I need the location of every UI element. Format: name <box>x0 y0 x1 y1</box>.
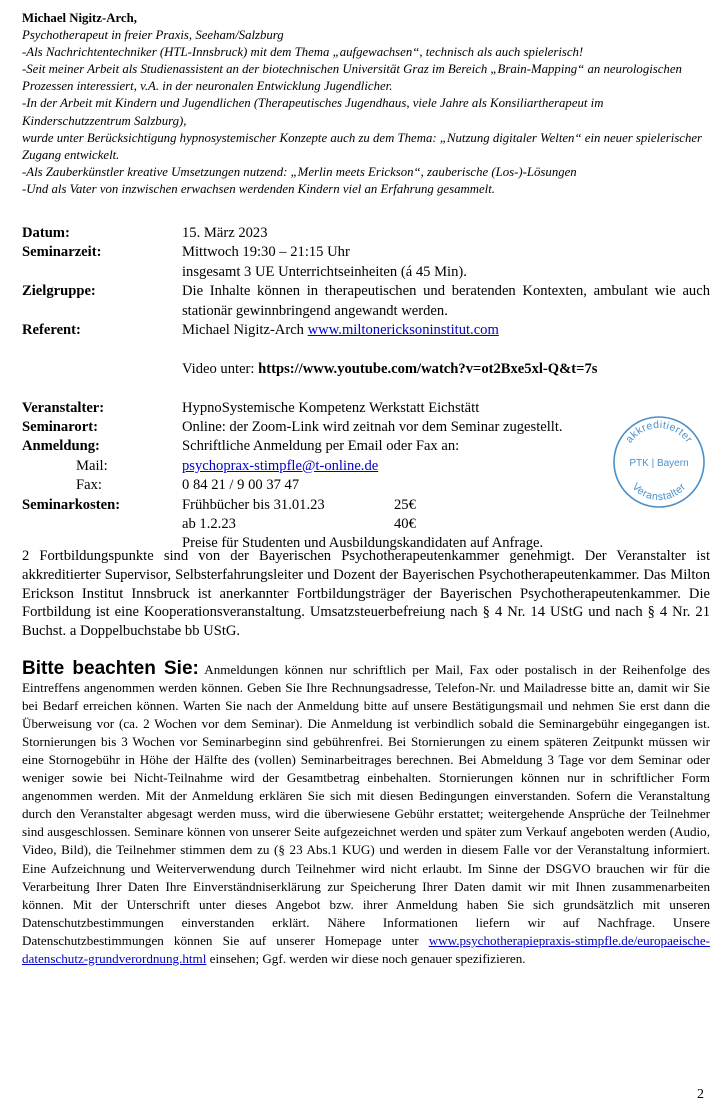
row-fax <box>22 476 710 495</box>
label-mail: Mail: <box>76 457 108 474</box>
row-veranstalter <box>22 399 710 418</box>
row-referent <box>22 321 710 379</box>
cost-early-text: Frühbücher bis 31.01.23 <box>182 496 325 513</box>
value-seminarort: Online: der Zoom-Link wird zeitnah vor dem Seminar zugestellt. <box>182 419 563 436</box>
bio-section <box>22 10 710 198</box>
label-seminarort: Seminarort: <box>22 419 98 436</box>
seal-top-text: akkreditierter <box>623 418 695 446</box>
label-veranstalter: Veranstalter: <box>22 399 105 416</box>
seal-ptk: PTK <box>629 458 649 469</box>
row-seminarkosten <box>22 496 710 554</box>
bio-line: -Als Nachrichtentechniker (HTL-Innsbruck) mit dem Thema „aufgewachsen“, technisch als auch spielerisch! <box>22 45 584 60</box>
referent-website-link[interactable]: www.miltonericksoninstitut.com <box>307 322 499 339</box>
notice-paragraph <box>22 660 710 968</box>
bio-line: -In der Arbeit mit Kindern und Jugendlichen (Therapeutisches Jugendhaus, viele Jahre als Konsiliartherapeut im Kinderschutzzentrum Salzburg), <box>22 96 604 128</box>
referent-name: Michael Nigitz-Arch <box>182 322 304 339</box>
value-veranstalter: HypnoSystemische Kompetenz Werkstatt Eichstätt <box>182 399 480 416</box>
label-anmeldung: Anmeldung: <box>22 438 100 455</box>
label-datum: Datum: <box>22 225 70 241</box>
svg-text:PTK | Bayern: PTK | Bayern <box>629 458 689 469</box>
label-zielgruppe: Zielgruppe: <box>22 283 96 300</box>
label-seminarzeit: Seminarzeit: <box>22 244 102 261</box>
mail-link[interactable]: psychoprax-stimpfle@t-online.de <box>182 457 379 474</box>
bio-line: Psychotherapeut in freier Praxis, Seeham/Salzburg <box>22 28 284 43</box>
fortbildung-paragraph: 2 Fortbildungspunkte sind von der Bayerischen Psychotherapeutenkammer genehmigt. Der Veranstalter ist akkreditierter Supervisor, Selbsterfahrungsleiter und Dozent der Bayerischen Psychotherapeutenkammer. Das Milton Erickson Institut Innsbruck ist anerkannter Fortbildungsträger der Bayerischen Psychotherapeutenkammer. Die Fortbildung ist eine Kooperationsveranstaltung. Umsatzsteuerbefreiung nach § 4 Nr. 14 UStG und nach § 4 Nr. 21 Buchst. a Doppelbuchstabe bb UStG. <box>22 548 710 640</box>
video-url: https://www.youtube.com/watch?v=ot2Bxe5xl-Q&t=7s <box>258 360 598 377</box>
video-prefix: Video unter: <box>182 360 259 377</box>
label-seminarkosten: Seminarkosten: <box>22 496 121 513</box>
value-anmeldung: Schriftliche Anmeldung per Email oder Fax an: <box>182 438 460 455</box>
speaker-name: Michael Nigitz-Arch, <box>22 11 137 25</box>
cost-regular-price: 40€ <box>394 516 416 533</box>
value-unterrichtseinheiten: insgesamt 3 UE Unterrichtseinheiten (á 45 Min). <box>182 263 467 280</box>
value-zielgruppe: Die Inhalte können in therapeutischen und beratenden Kontexten, ambulant wie auch stationär gewinnbringend angewandt werden. <box>182 283 710 319</box>
page-number: 2 <box>697 1087 704 1102</box>
value-datum: 15. März 2023 <box>182 225 268 241</box>
bio-line: wurde unter Berücksichtigung hypnosystemischer Konzepte auch zu dem Thema: „Nutzung digitaler Welten“ ein neuer spielerischer Zugang entwickelt. <box>22 130 703 162</box>
seal-bottom-text: Veranstalter <box>629 480 689 504</box>
privacy-policy-link[interactable]: www.psychotherapiepraxis-stimpfle.de/europaeische-datenschutz-grundverordnung.html <box>22 932 710 966</box>
row-seminarzeit <box>22 243 710 282</box>
notice-body: Anmeldungen können nur schriftlich per Mail, Fax oder postalisch in der Reihenfolge des Eintreffens angenommen werden können. Geben Sie Ihre Rechnungsadresse, Telefon-Nr. und Mailadresse bitte an, damit wir Sie bei Bedarf erreichen können. Warten Sie nach der Anmeldung bitte auf unsere Bestätigungsmail und nehmen Sie erst dann die Überweisung vor (ca. 2 Wochen vor dem Seminar). Die Anmeldung ist verbindlich sobald die Seminargebühr eingegangen ist. Stornierungen bis 3 Wochen vor Seminarbeginn sind gebührenfrei. Bei Stornierungen zu einem späteren Zeitpunkt müssen wir eine Stornogebühr in Höhe der Hälfte des (vollen) Seminarbeitrages berechnen. Bei Abmeldung 3 Tage vor dem Seminar oder weniger sowie bei Nicht-Teilnahme wird der Gesamtbetrag einbehalten. Stornierungen können nur in schriftlicher Form angenommen werden. Mit der Anmeldung erklären Sie sich mit diesen Bedingungen einverstanden. Sofern die Veranstaltung durch den Veranstalter abgesagt werden muss, wird die überwiesene Gebühr erstattet; weitergehende Ansprüche der Teilnehmer sind ausgeschlossen. Seminare können von unserer Seite aufgezeichnet werden und später zum Verkauf angeboten werden (Audio, Video, Bild), die Teilnehmer stimmen dem zu (§ 23 Abs.1 KUG) und werden in diesem Falle vor der Veranstaltung informiert. Eine Aufzeichnung und Weiterverwendung durch Teilnehmer wird nicht erlaubt. Im Sinne der DSGVO brauchen wir für die Verarbeitung Ihrer Daten Ihre Einverständniserklärung zur Speicherung Ihrer Daten damit wir mit Ihnen zusammenarbeiten können. Mit der Unterschrift unter dieses Angebot bzw. ihrer Anmeldung haben Sie sich grundsätzlich mit unseren Datenschutzbestimmungen einverstanden erklärt. Nähere Informationen liefern wir auf Nachfrage. Unsere Datenschutzbestimmungen können Sie auf unserer Homepage unter <box>22 662 710 948</box>
row-mail <box>22 457 710 476</box>
cost-regular-text: ab 1.2.23 <box>182 516 236 533</box>
row-anmeldung <box>22 437 710 456</box>
seal-bayern: Bayern <box>656 458 689 469</box>
label-referent: Referent: <box>22 322 81 339</box>
row-datum <box>22 224 710 243</box>
bio-line: -Seit meiner Arbeit als Studienassistent an der biotechnischen Universität Graz im Bereich „Brain-Mapping“ an neurologischen Prozessen interessiert, v.A. in der neuronalen Entwicklung Jugendlicher. <box>22 62 682 94</box>
value-seminarzeit: Mittwoch 19:30 – 21:15 Uhr <box>182 244 350 261</box>
cost-note: Preise für Studenten und Ausbildungskandidaten auf Anfrage. <box>182 535 544 552</box>
bio-line: -Und als Vater von inzwischen erwachsen werdenden Kindern viel an Erfahrung gesammelt. <box>22 181 495 196</box>
seminar-details <box>22 224 710 554</box>
notice-tail: einsehen; Ggf. werden wir diese noch genauer spezifizieren. <box>206 950 526 966</box>
row-seminarort <box>22 418 710 437</box>
accreditation-seal <box>612 415 706 509</box>
bio-line: -Als Zauberkünstler kreative Umsetzungen nutzend: „Merlin meets Erickson“, zauberische (Los-)-Lösungen <box>22 164 577 179</box>
cost-early-price: 25€ <box>394 496 416 513</box>
value-fax: 0 84 21 / 9 00 37 47 <box>182 477 300 494</box>
notice-heading: Bitte beachten Sie: <box>22 658 199 679</box>
row-zielgruppe <box>22 282 710 321</box>
label-fax: Fax: <box>76 477 102 494</box>
